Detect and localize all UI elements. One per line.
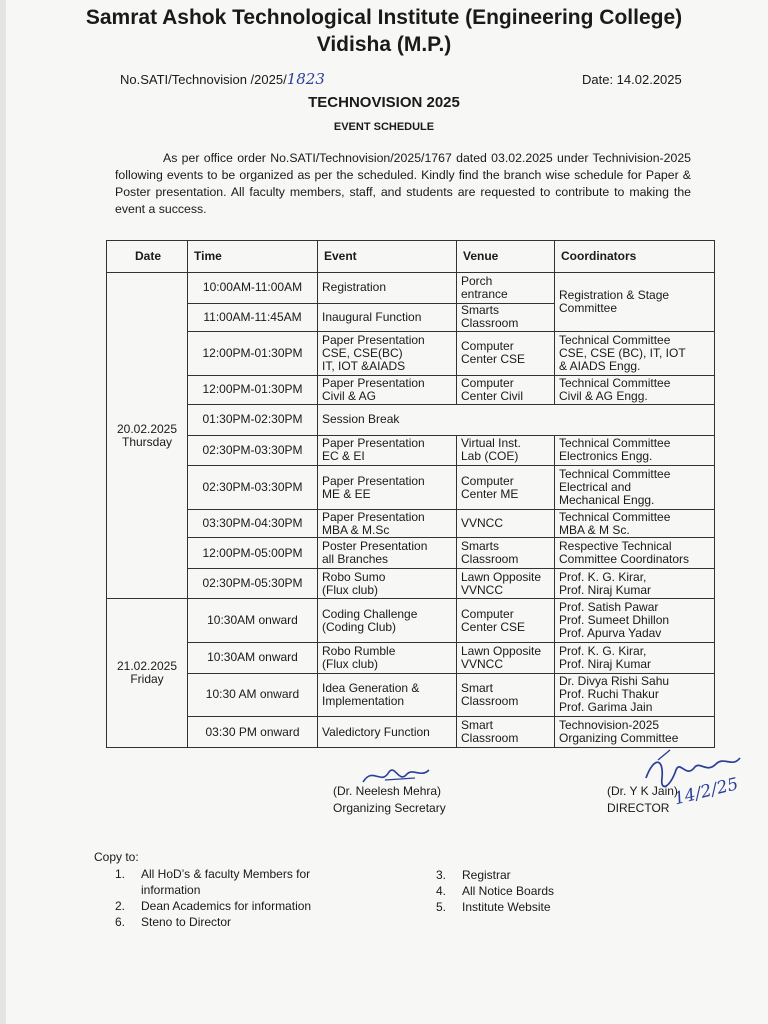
column-header-date: Date — [107, 241, 188, 273]
copy-to-list-left — [115, 866, 355, 930]
institute-location: Vidisha (M.P.) — [316, 33, 452, 56]
list-item-text: All HoD’s & faculty Members for information — [141, 867, 311, 897]
table-row — [107, 673, 715, 717]
time-cell: 02:30PM-05:30PM — [188, 568, 318, 599]
list-item-number: 3. — [436, 868, 447, 882]
coordinators-cell: Technical Committee Electrical and Mechanical Engg. — [555, 466, 715, 510]
signature-director — [607, 783, 678, 817]
event-cell: Paper Presentation CSE, CSE(BC) IT, IOT &AIADS — [318, 331, 457, 375]
list-item-text: All Notice Boards — [462, 884, 555, 898]
venue-cell: Computer Center CSE — [457, 599, 555, 643]
time-cell: 10:30AM onward — [188, 643, 318, 674]
coordinators-cell-registration: Registration & Stage Committee — [555, 273, 715, 332]
coordinators-cell: Technical Committee CSE, CSE (BC), IT, IOT & AIADS Engg. — [555, 331, 715, 375]
reference-number — [120, 70, 325, 88]
table-row — [107, 273, 715, 304]
column-header-venue: Venue — [457, 241, 555, 273]
list-item — [436, 899, 636, 915]
event-cell: Robo Sumo (Flux club) — [318, 568, 457, 599]
event-cell-session-break: Session Break — [318, 405, 715, 436]
event-cell: Robo Rumble (Flux club) — [318, 643, 457, 674]
list-item-text: Institute Website — [462, 900, 551, 914]
venue-cell: Computer Center ME — [457, 466, 555, 510]
time-cell: 02:30PM-03:30PM — [188, 435, 318, 466]
time-cell: 11:00AM-11:45AM — [188, 303, 318, 331]
table-row — [107, 435, 715, 466]
coordinators-cell: Technical Committee MBA & M Sc. — [555, 509, 715, 537]
list-item — [115, 914, 355, 930]
event-cell: Coding Challenge (Coding Club) — [318, 599, 457, 643]
venue-cell: Smarts Classroom — [457, 538, 555, 569]
date-cell-day1: 20.02.2025 Thursday — [107, 273, 188, 599]
event-schedule-table — [106, 240, 715, 748]
coordinators-cell: Technical Committee Electronics Engg. — [555, 435, 715, 466]
event-cell: Paper Presentation Civil & AG — [318, 375, 457, 404]
venue-cell: Smart Classroom — [457, 673, 555, 717]
column-header-event: Event — [318, 241, 457, 273]
time-cell: 12:00PM-01:30PM — [188, 375, 318, 404]
event-cell: Registration — [318, 273, 457, 304]
event-cell: Inaugural Function — [318, 303, 457, 331]
signatory-name: (Dr. Neelesh Mehra) — [333, 784, 442, 798]
table-row — [107, 509, 715, 537]
venue-cell: Computer Center Civil — [457, 375, 555, 404]
coordinators-cell: Dr. Divya Rishi Sahu Prof. Ruchi Thakur Prof. Garima Jain — [555, 673, 715, 717]
column-header-time: Time — [188, 241, 318, 273]
list-item-number: 5. — [436, 900, 447, 914]
event-cell: Idea Generation & Implementation — [318, 673, 457, 717]
table-row — [107, 538, 715, 569]
table-row-session-break — [107, 405, 715, 436]
venue-cell: Computer Center CSE — [457, 331, 555, 375]
column-header-coordinators: Coordinators — [555, 241, 715, 273]
document-subtitle: EVENT SCHEDULE — [333, 121, 435, 133]
signature-organizing-secretary — [333, 783, 446, 817]
venue-cell: Virtual Inst. Lab (COE) — [457, 435, 555, 466]
time-cell: 02:30PM-03:30PM — [188, 466, 318, 510]
signatory-role: Organizing Secretary — [333, 801, 446, 815]
list-item-text: Steno to Director — [141, 915, 232, 929]
copy-to-list-right — [436, 867, 636, 915]
event-cell: Poster Presentation all Branches — [318, 538, 457, 569]
director-handwritten-date: 14/2/25 — [672, 774, 741, 810]
coordinators-cell: Prof. Satish Pawar Prof. Sumeet Dhillon Prof. Apurva Yadav — [555, 599, 715, 643]
institute-name: Samrat Ashok Technological Institute (Engineering College) — [85, 6, 683, 29]
list-item — [436, 867, 636, 883]
coordinators-cell: Technovision-2025 Organizing Committee — [555, 717, 715, 748]
venue-cell: Porch entrance — [457, 273, 555, 304]
table-row — [107, 466, 715, 510]
document-title: TECHNOVISION 2025 — [308, 94, 460, 111]
table-row — [107, 568, 715, 599]
coordinators-cell: Prof. K. G. Kirar, Prof. Niraj Kumar — [555, 643, 715, 674]
date-cell-day2: 21.02.2025 Friday — [107, 599, 188, 748]
table-header-row — [107, 241, 715, 273]
time-cell: 03:30PM-04:30PM — [188, 509, 318, 537]
table-row — [107, 375, 715, 404]
list-item — [115, 898, 355, 914]
list-item — [436, 883, 636, 899]
table-row — [107, 643, 715, 674]
venue-cell: VVNCC — [457, 509, 555, 537]
time-cell: 01:30PM-02:30PM — [188, 405, 318, 436]
table-row — [107, 599, 715, 643]
table-row — [107, 717, 715, 748]
reference-handwritten: 1823 — [286, 70, 325, 88]
time-cell: 12:00PM-01:30PM — [188, 331, 318, 375]
venue-cell: Lawn Opposite VVNCC — [457, 568, 555, 599]
list-item-text: Registrar — [462, 868, 511, 882]
venue-cell: Smarts Classroom — [457, 303, 555, 331]
list-item-number: 1. — [115, 867, 126, 881]
time-cell: 10:30 AM onward — [188, 673, 318, 717]
letter-date: Date: 14.02.2025 — [582, 72, 682, 87]
copy-to-heading: Copy to: — [94, 850, 139, 864]
intro-paragraph: As per office order No.SATI/Technovision/2025/1767 dated 03.02.2025 under Technivision-2025 following events to be organized as per the scheduled. Kindly find the branch wise schedule for Paper & Poster presentation. All faculty members, staff, and students are requested to contribute to making the event a success. — [115, 151, 691, 216]
coordinators-cell: Prof. K. G. Kirar, Prof. Niraj Kumar — [555, 568, 715, 599]
page-edge — [0, 0, 6, 1024]
time-cell: 10:00AM-11:00AM — [188, 273, 318, 304]
list-item-number: 2. — [115, 899, 126, 913]
list-item-text: Dean Academics for information — [141, 899, 312, 913]
coordinators-cell: Respective Technical Committee Coordinators — [555, 538, 715, 569]
list-item — [115, 866, 355, 898]
signatory-name: (Dr. Y K Jain) — [607, 784, 678, 798]
time-cell: 10:30AM onward — [188, 599, 318, 643]
venue-cell: Smart Classroom — [457, 717, 555, 748]
event-cell: Valedictory Function — [318, 717, 457, 748]
list-item-number: 4. — [436, 884, 447, 898]
venue-cell: Lawn Opposite VVNCC — [457, 643, 555, 674]
reference-printed: No.SATI/Technovision /2025/ — [120, 72, 287, 87]
event-cell: Paper Presentation ME & EE — [318, 466, 457, 510]
time-cell: 03:30 PM onward — [188, 717, 318, 748]
event-cell: Paper Presentation MBA & M.Sc — [318, 509, 457, 537]
event-cell: Paper Presentation EC & EI — [318, 435, 457, 466]
table-row — [107, 331, 715, 375]
signatory-role: DIRECTOR — [607, 801, 670, 815]
coordinators-cell: Technical Committee Civil & AG Engg. — [555, 375, 715, 404]
time-cell: 12:00PM-05:00PM — [188, 538, 318, 569]
list-item-number: 6. — [115, 915, 126, 929]
